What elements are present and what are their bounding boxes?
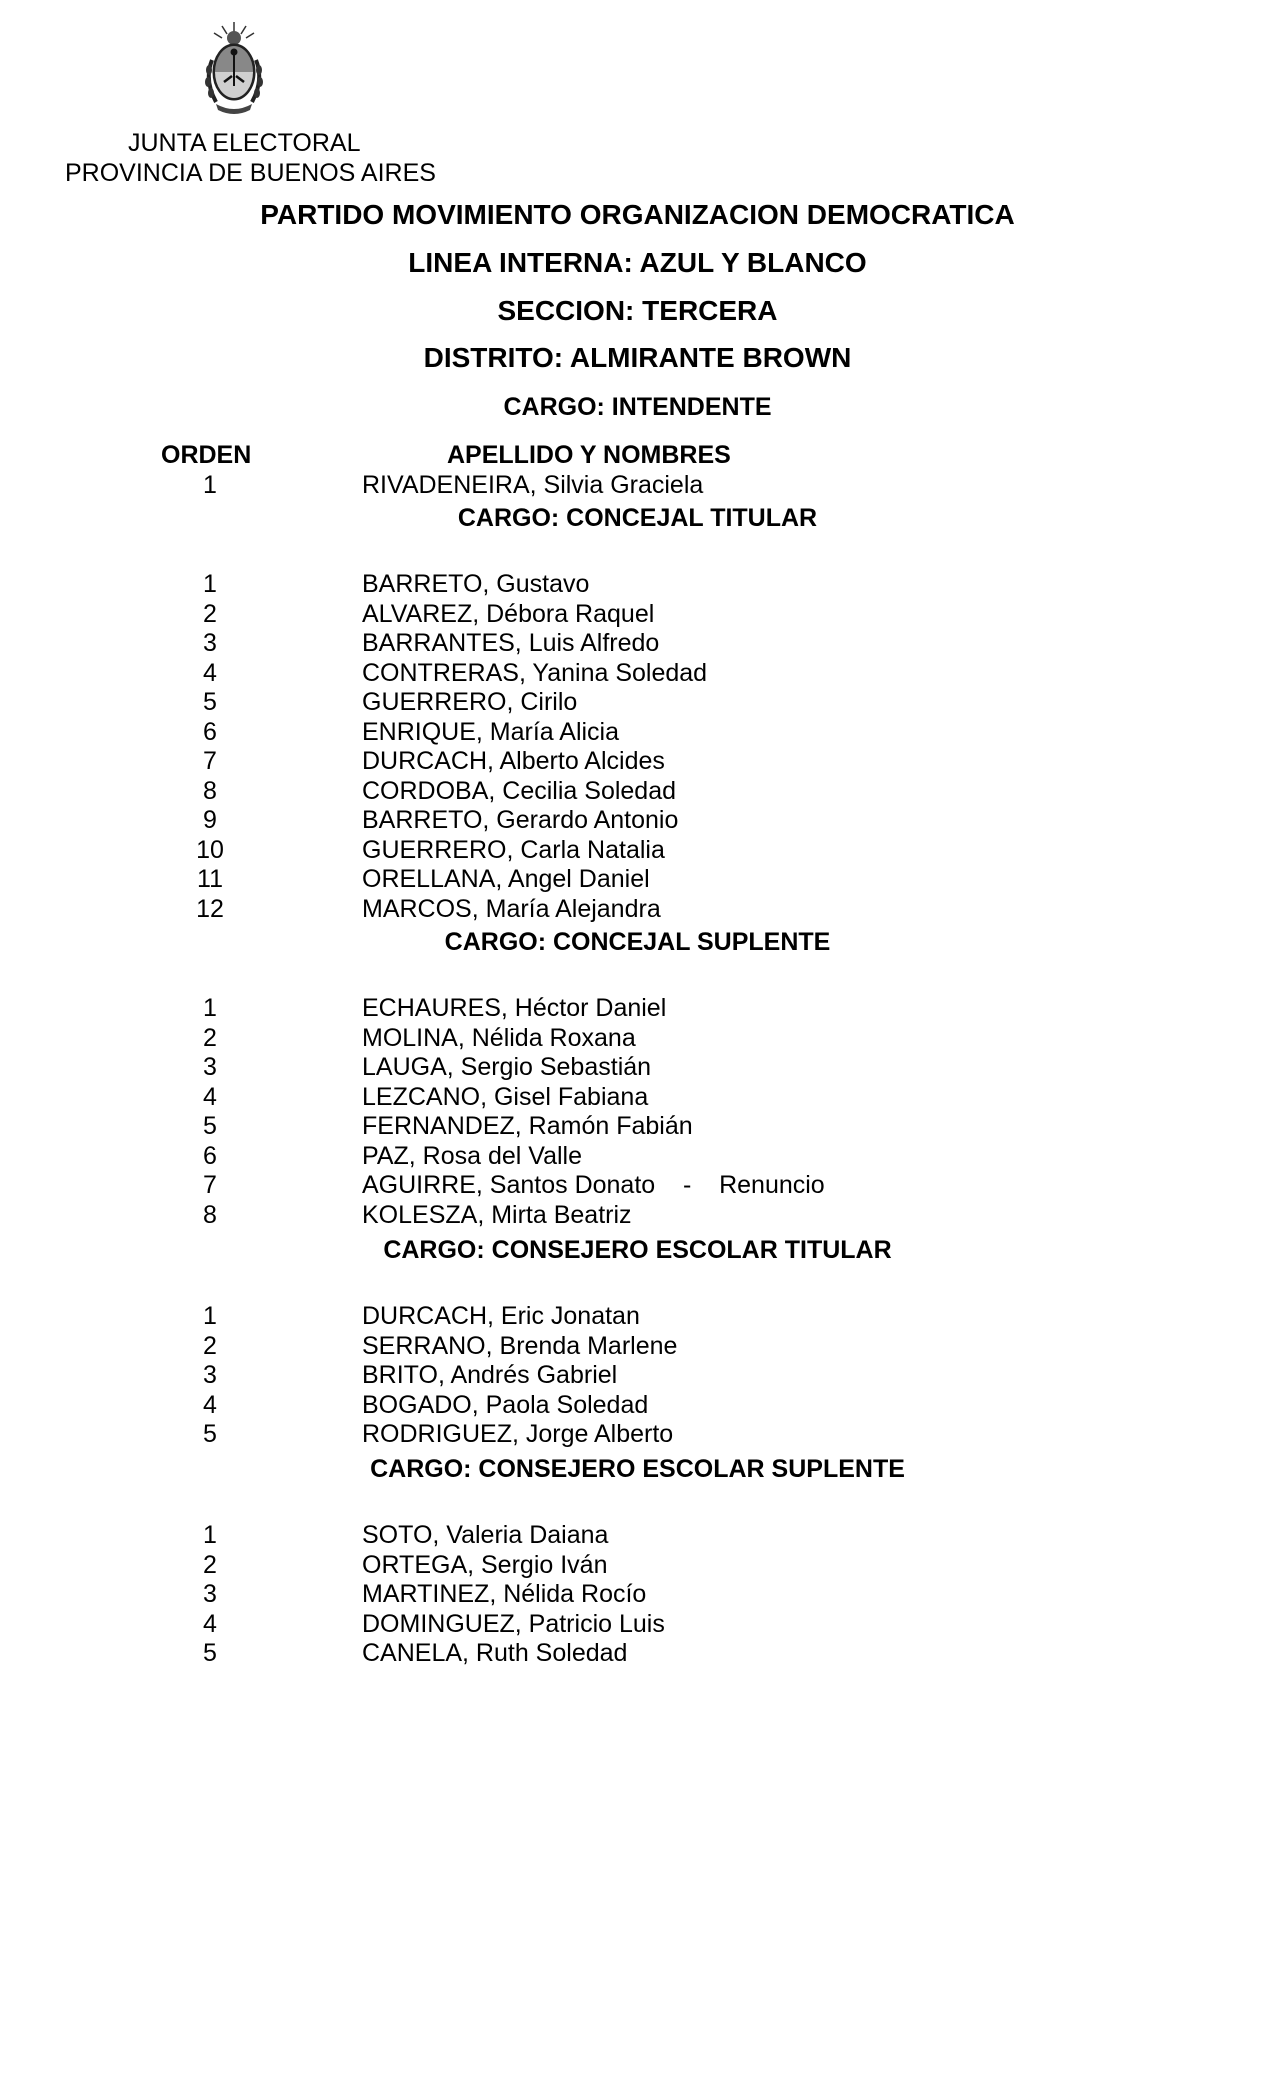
candidate-name: LAUGA, Sergio Sebastián [362,1053,652,1081]
candidate-row [0,776,1275,806]
candidate-row [0,658,1275,688]
candidate-name: ENRIQUE, María Alicia [362,718,620,746]
candidate-order: 1 [203,1521,217,1549]
candidate-name: BARRETO, Gustavo [362,570,590,598]
candidate-name: ORTEGA, Sergio Iván [362,1551,608,1579]
candidate-row [0,1520,1275,1550]
candidate-name: BARRETO, Gerardo Antonio [362,806,679,834]
candidate-order: 8 [203,1201,217,1229]
candidate-order: 9 [203,806,217,834]
candidate-row [0,1082,1275,1112]
candidate-name: SERRANO, Brenda Marlene [362,1332,678,1360]
candidate-order: 4 [203,1083,217,1111]
cargo-heading: CARGO: CONCEJAL SUPLENTE [444,928,831,956]
candidate-order: 11 [197,865,223,893]
candidate-name: MARCOS, María Alejandra [362,895,661,923]
candidate-order: 5 [203,1112,217,1140]
candidate-row [0,1111,1275,1141]
candidate-order: 7 [203,1171,217,1199]
candidate-row [0,1200,1275,1230]
candidate-order: 3 [203,629,217,657]
candidate-row [0,599,1275,629]
candidate-order: 6 [203,718,217,746]
candidate-name: MARTINEZ, Nélida Rocío [362,1580,647,1608]
candidate-order: 3 [203,1053,217,1081]
candidate-order: 10 [196,836,224,864]
candidate-row [0,1052,1275,1082]
candidate-row [0,1419,1275,1449]
cargo-heading: CARGO: CONSEJERO ESCOLAR TITULAR [383,1236,892,1264]
candidate-order: 3 [203,1580,217,1608]
candidate-order: 12 [196,895,224,923]
candidate-name: ECHAURES, Héctor Daniel [362,994,667,1022]
candidate-name: SOTO, Valeria Daiana [362,1521,609,1549]
candidate-name: BRITO, Andrés Gabriel [362,1361,618,1389]
column-header-order: ORDEN [161,441,252,469]
candidate-row [0,1550,1275,1580]
candidate-name: RIVADENEIRA, Silvia Graciela [362,471,704,499]
candidate-order: 2 [203,600,217,628]
candidate-row [0,1609,1275,1639]
cargo-heading: CARGO: CONCEJAL TITULAR [457,504,818,532]
candidate-row [0,805,1275,835]
candidate-name: BARRANTES, Luis Alfredo [362,629,660,657]
candidate-row [0,687,1275,717]
candidate-name: ALVAREZ, Débora Raquel [362,600,655,628]
candidate-order: 7 [203,747,217,775]
candidate-name: LEZCANO, Gisel Fabiana [362,1083,649,1111]
cargo-heading: CARGO: INTENDENTE [503,393,772,421]
candidate-name: CORDOBA, Cecilia Soledad [362,777,677,805]
candidate-name: DURCACH, Eric Jonatan [362,1302,640,1330]
candidate-row [0,1638,1275,1668]
candidate-order: 2 [203,1551,217,1579]
candidate-name: CONTRERAS, Yanina Soledad [362,659,708,687]
candidate-order: 6 [203,1142,217,1170]
candidate-row [0,1301,1275,1331]
candidate-row [0,864,1275,894]
candidate-order: 2 [203,1332,217,1360]
column-header-name: APELLIDO Y NOMBRES [447,441,731,469]
candidate-name: CANELA, Ruth Soledad [362,1639,628,1667]
candidate-row [0,1170,1275,1200]
candidate-name: PAZ, Rosa del Valle [362,1142,583,1170]
candidate-row [0,1360,1275,1390]
candidate-row [0,835,1275,865]
candidate-name: DURCACH, Alberto Alcides [362,747,665,775]
candidate-order: 5 [203,688,217,716]
candidate-name: RODRIGUEZ, Jorge Alberto [362,1420,674,1448]
candidate-name: KOLESZA, Mirta Beatriz [362,1201,632,1229]
candidate-row [0,1390,1275,1420]
candidate-row [0,569,1275,599]
candidate-order: 1 [203,570,217,598]
internal-line-title: LINEA INTERNA: AZUL Y BLANCO [408,247,867,278]
candidate-name: DOMINGUEZ, Patricio Luis [362,1610,665,1638]
candidate-row [0,1141,1275,1171]
candidate-order: 4 [203,1391,217,1419]
coat-of-arms-seal [204,20,264,118]
candidate-order: 1 [203,1302,217,1330]
institution-name: JUNTA ELECTORAL [128,129,361,157]
candidate-row [0,470,1275,500]
candidate-order: 8 [203,777,217,805]
candidate-order: 1 [203,994,217,1022]
candidate-order: 5 [203,1639,217,1667]
candidate-row [0,1579,1275,1609]
candidate-order: 4 [203,1610,217,1638]
party-title: PARTIDO MOVIMIENTO ORGANIZACION DEMOCRATICA [260,199,1015,230]
candidate-row [0,993,1275,1023]
candidate-row [0,628,1275,658]
candidate-row [0,1331,1275,1361]
candidate-row [0,717,1275,747]
candidate-name: BOGADO, Paola Soledad [362,1391,649,1419]
candidate-row [0,746,1275,776]
candidate-order: 4 [203,659,217,687]
section-title: SECCION: TERCERA [497,295,778,326]
district-title: DISTRITO: ALMIRANTE BROWN [423,342,852,373]
candidate-name: AGUIRRE, Santos Donato - Renuncio [362,1171,825,1199]
candidate-name: MOLINA, Nélida Roxana [362,1024,636,1052]
candidate-order: 5 [203,1420,217,1448]
candidate-name: FERNANDEZ, Ramón Fabián [362,1112,693,1140]
candidate-row [0,894,1275,924]
candidate-name: GUERRERO, Carla Natalia [362,836,665,864]
candidate-name: GUERRERO, Cirilo [362,688,578,716]
cargo-heading: CARGO: CONSEJERO ESCOLAR SUPLENTE [370,1455,905,1483]
candidate-order: 2 [203,1024,217,1052]
candidate-row [0,1023,1275,1053]
candidate-order: 1 [203,471,217,499]
candidate-order: 3 [203,1361,217,1389]
institution-province: PROVINCIA DE BUENOS AIRES [65,159,436,187]
candidate-name: ORELLANA, Angel Daniel [362,865,650,893]
